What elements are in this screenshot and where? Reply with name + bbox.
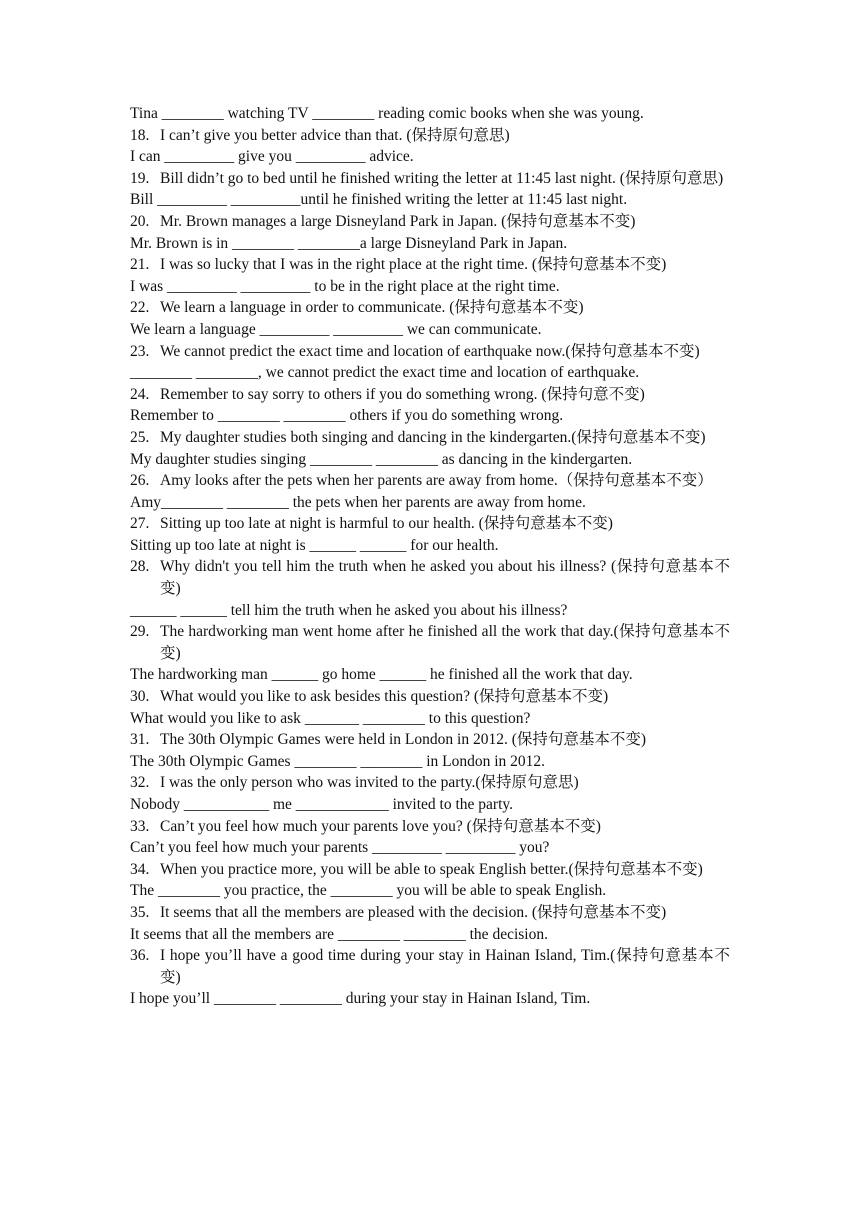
question-text: I hope you’ll have a good time during your stay in Hainan Island, Tim.(保持句意基本不变) <box>160 947 730 986</box>
answer-line: What would you like to ask _______ ________ to this question? <box>130 709 531 727</box>
answer-line: Sitting up too late at night is ______ ______ for our health. <box>130 536 499 554</box>
question-item <box>130 254 730 276</box>
answer-line: Bill _________ _________until he finished writing the letter at 11:45 last night. <box>130 191 628 209</box>
question-text: The 30th Olympic Games were held in London in 2012. (保持句意基本不变) <box>160 731 647 749</box>
question-item <box>130 945 730 988</box>
question-text: Amy looks after the pets when her parents are away from home.（保持句意基本不变） <box>160 472 713 490</box>
question-number: 33. <box>130 817 150 835</box>
answer-line: My daughter studies singing ________ ________ as dancing in the kindergarten. <box>130 450 633 468</box>
question-text: Can’t you feel how much your parents love you? (保持句意基本不变) <box>160 817 601 835</box>
question-text: We cannot predict the exact time and location of earthquake now.(保持句意基本不变) <box>160 342 700 360</box>
question-text: Sitting up too late at night is harmful to our health. (保持句意基本不变) <box>160 515 613 533</box>
question-item <box>130 556 730 599</box>
answer-line: Nobody ___________ me ____________ invited to the party. <box>130 796 514 813</box>
answer-line: The hardworking man ______ go home ______ he finished all the work that day. <box>130 666 633 684</box>
answer-line: Tina ________ watching TV ________ reading comic books when she was young. <box>130 105 644 122</box>
question-item <box>130 168 730 190</box>
question-text: When you practice more, you will be able to speak English better.(保持句意基本不变) <box>160 860 703 878</box>
answer-line: It seems that all the members are ________ ________ the decision. <box>130 925 548 943</box>
question-number: 34. <box>130 860 150 878</box>
question-number: 32. <box>130 774 150 792</box>
question-item <box>130 211 730 233</box>
answer-line: We learn a language _________ _________ we can communicate. <box>130 320 542 338</box>
question-number: 20. <box>130 212 150 230</box>
question-item <box>130 729 730 751</box>
question-number: 36. <box>130 947 150 965</box>
question-item <box>130 513 730 535</box>
question-item <box>130 859 730 881</box>
question-number: 23. <box>130 342 150 360</box>
question-text: Mr. Brown manages a large Disneyland Park in Japan. (保持句意基本不变) <box>160 212 636 230</box>
question-item <box>130 772 730 794</box>
answer-line: Can’t you feel how much your parents _________ _________ you? <box>130 839 550 857</box>
question-item <box>130 686 730 708</box>
question-number: 28. <box>130 558 150 576</box>
question-item <box>130 297 730 319</box>
answer-line: Amy________ ________ the pets when her parents are away from home. <box>130 493 586 511</box>
question-text: We learn a language in order to communicate. (保持句意基本不变) <box>160 299 584 317</box>
question-number: 27. <box>130 515 150 533</box>
question-item <box>130 902 730 924</box>
question-text: I was the only person who was invited to the party.(保持原句意思) <box>160 774 579 792</box>
question-number: 29. <box>130 623 150 641</box>
answer-line: ______ ______ tell him the truth when he asked you about his illness? <box>130 601 568 619</box>
question-text: Bill didn’t go to bed until he finished writing the letter at 11:45 last night. (保持原句意思) <box>160 169 724 187</box>
answer-line: ________ ________, we cannot predict the exact time and location of earthquake. <box>130 364 640 382</box>
question-item <box>130 427 730 449</box>
question-number: 35. <box>130 903 150 921</box>
question-text: I was so lucky that I was in the right place at the right time. (保持句意基本不变) <box>160 256 667 274</box>
question-text: Why didn't you tell him the truth when he asked you about his illness? (保持句意基本不变) <box>160 558 730 598</box>
question-text: Remember to say sorry to others if you do something wrong. (保持句意不变) <box>160 385 645 403</box>
question-item <box>130 621 730 664</box>
question-number: 31. <box>130 731 150 749</box>
question-item <box>130 125 730 147</box>
exercise-list <box>130 103 730 1010</box>
question-text: The hardworking man went home after he finished all the work that day.(保持句意基本不变) <box>160 623 730 662</box>
question-item <box>130 470 730 492</box>
question-number: 18. <box>130 126 150 144</box>
question-number: 24. <box>130 385 150 403</box>
question-number: 21. <box>130 256 150 274</box>
question-number: 25. <box>130 428 150 446</box>
answer-line: Mr. Brown is in ________ ________a large Disneyland Park in Japan. <box>130 234 568 252</box>
question-item <box>130 384 730 406</box>
question-number: 26. <box>130 472 150 490</box>
question-number: 22. <box>130 299 150 317</box>
answer-line: I can _________ give you _________ advice. <box>130 148 414 166</box>
question-text: I can’t give you better advice than that. (保持原句意思) <box>160 126 510 144</box>
question-text: My daughter studies both singing and dancing in the kindergarten.(保持句意基本不变) <box>160 428 706 446</box>
answer-line: The ________ you practice, the ________ you will be able to speak English. <box>130 882 607 900</box>
answer-line: The 30th Olympic Games ________ ________ in London in 2012. <box>130 752 546 770</box>
question-item <box>130 341 730 363</box>
answer-line: I was _________ _________ to be in the right place at the right time. <box>130 277 560 295</box>
question-number: 30. <box>130 688 150 706</box>
question-text: It seems that all the members are pleased with the decision. (保持句意基本不变) <box>160 903 667 921</box>
question-item <box>130 816 730 838</box>
question-text: What would you like to ask besides this question? (保持句意基本不变) <box>160 688 609 706</box>
answer-line: Remember to ________ ________ others if you do something wrong. <box>130 407 564 425</box>
question-number: 19. <box>130 169 150 187</box>
answer-line: I hope you’ll ________ ________ during your stay in Hainan Island, Tim. <box>130 990 591 1008</box>
